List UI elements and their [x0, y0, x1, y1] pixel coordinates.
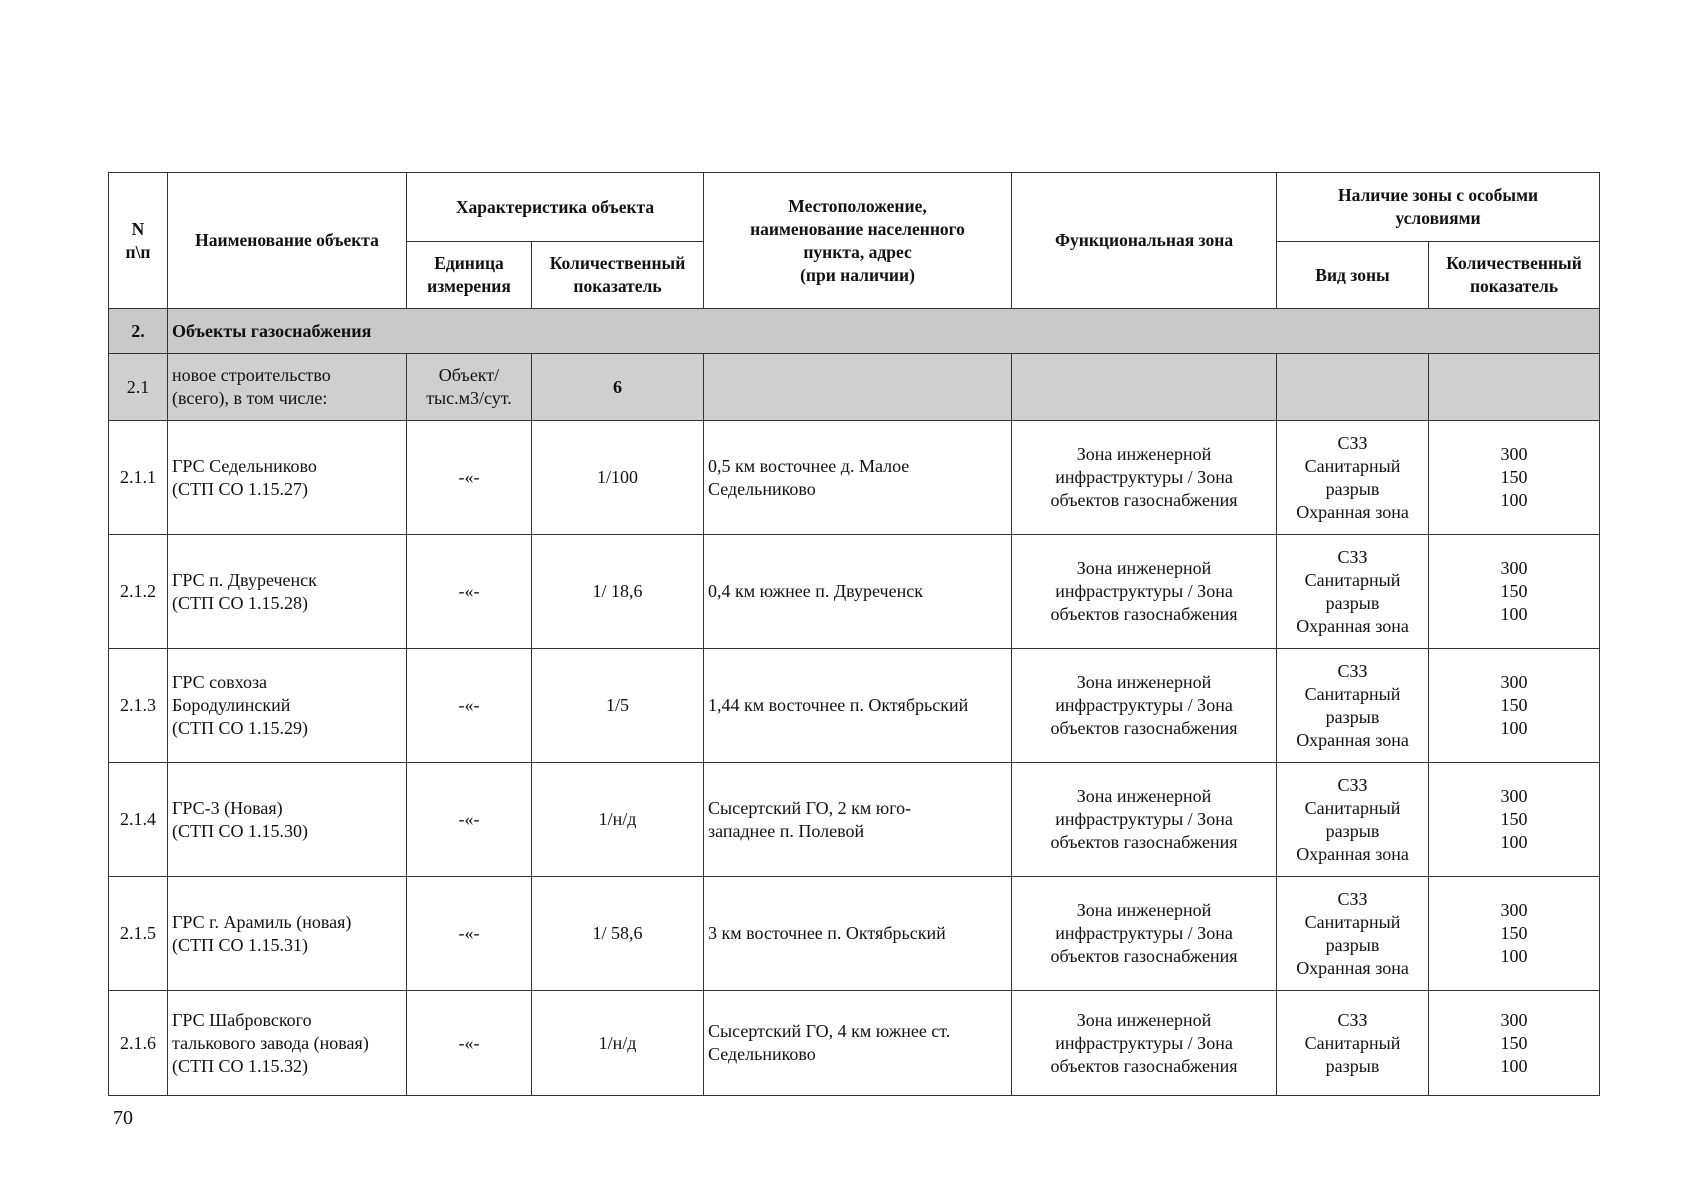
row-num: 2.1.2: [109, 535, 168, 649]
header-zone-quantity: Количественный показатель: [1429, 242, 1600, 309]
row-location: 0,4 км южнее п. Двуреченск: [704, 535, 1012, 649]
row-zone-type: СЗЗ Санитарный разрыв Охранная зона: [1277, 421, 1429, 535]
header-num: N п\п: [109, 173, 168, 309]
section-row: [109, 309, 1600, 354]
row-zone-type: СЗЗ Санитарный разрыв: [1277, 991, 1429, 1096]
header-name: Наименование объекта: [168, 173, 407, 309]
row-zone-type: СЗЗ Санитарный разрыв Охранная зона: [1277, 763, 1429, 877]
row-name: ГРС Седельниково (СТП СО 1.15.27): [168, 421, 407, 535]
header-unit: Единица измерения: [407, 242, 532, 309]
row-num: 2.1.5: [109, 877, 168, 991]
table-row: [109, 649, 1600, 763]
total-zone-values: [1429, 354, 1600, 421]
row-zone-values: 300 150 100: [1429, 421, 1600, 535]
row-zone-values: 300 150 100: [1429, 763, 1600, 877]
row-unit: -«-: [407, 649, 532, 763]
gas-supply-objects-table: [108, 172, 1600, 1096]
row-functional-zone: Зона инженерной инфраструктуры / Зона объектов газоснабжения: [1012, 535, 1277, 649]
table-row: [109, 991, 1600, 1096]
row-zone-type: СЗЗ Санитарный разрыв Охранная зона: [1277, 877, 1429, 991]
row-zone-values: 300 150 100: [1429, 649, 1600, 763]
row-unit: -«-: [407, 763, 532, 877]
row-unit: -«-: [407, 877, 532, 991]
header-characteristics: Характеристика объекта: [407, 173, 704, 242]
header-quantity: Количественный показатель: [532, 242, 704, 309]
row-location: Сысертский ГО, 4 км южнее ст. Седельниково: [704, 991, 1012, 1096]
total-name: новое строительство (всего), в том числе:: [168, 354, 407, 421]
row-location: Сысертский ГО, 2 км юго- западнее п. Полевой: [704, 763, 1012, 877]
row-num: 2.1.4: [109, 763, 168, 877]
header-row-top: [109, 173, 1600, 242]
total-unit: Объект/ тыс.м3/сут.: [407, 354, 532, 421]
row-quantity: 1/ 58,6: [532, 877, 704, 991]
row-unit: -«-: [407, 535, 532, 649]
section-num: 2.: [109, 309, 168, 354]
section-title: Объекты газоснабжения: [168, 309, 1600, 354]
row-functional-zone: Зона инженерной инфраструктуры / Зона объектов газоснабжения: [1012, 991, 1277, 1096]
row-name: ГРС г. Арамиль (новая) (СТП СО 1.15.31): [168, 877, 407, 991]
row-unit: -«-: [407, 421, 532, 535]
row-name: ГРС Шабровского талькового завода (новая) (СТП СО 1.15.32): [168, 991, 407, 1096]
row-num: 2.1.3: [109, 649, 168, 763]
total-num: 2.1: [109, 354, 168, 421]
row-location: 1,44 км восточнее п. Октябрьский: [704, 649, 1012, 763]
row-zone-type: СЗЗ Санитарный разрыв Охранная зона: [1277, 649, 1429, 763]
table-row: [109, 535, 1600, 649]
row-functional-zone: Зона инженерной инфраструктуры / Зона объектов газоснабжения: [1012, 421, 1277, 535]
table-row: [109, 421, 1600, 535]
row-quantity: 1/н/д: [532, 763, 704, 877]
row-functional-zone: Зона инженерной инфраструктуры / Зона объектов газоснабжения: [1012, 763, 1277, 877]
row-functional-zone: Зона инженерной инфраструктуры / Зона объектов газоснабжения: [1012, 649, 1277, 763]
row-zone-values: 300 150 100: [1429, 535, 1600, 649]
row-num: 2.1.1: [109, 421, 168, 535]
header-special-zone: Наличие зоны с особыми условиями: [1277, 173, 1600, 242]
row-quantity: 1/н/д: [532, 991, 704, 1096]
total-quantity: 6: [532, 354, 704, 421]
header-zone-type: Вид зоны: [1277, 242, 1429, 309]
table-row: [109, 763, 1600, 877]
header-location: Местоположение, наименование населенного пункта, адрес (при наличии): [704, 173, 1012, 309]
row-zone-values: 300 150 100: [1429, 991, 1600, 1096]
row-name: ГРС совхоза Бородулинский (СТП СО 1.15.29): [168, 649, 407, 763]
row-num: 2.1.6: [109, 991, 168, 1096]
header-functional-zone: Функциональная зона: [1012, 173, 1277, 309]
row-name: ГРС п. Двуреченск (СТП СО 1.15.28): [168, 535, 407, 649]
row-functional-zone: Зона инженерной инфраструктуры / Зона объектов газоснабжения: [1012, 877, 1277, 991]
row-location: 3 км восточнее п. Октябрьский: [704, 877, 1012, 991]
row-location: 0,5 км восточнее д. Малое Седельниково: [704, 421, 1012, 535]
total-row: [109, 354, 1600, 421]
table-row: [109, 877, 1600, 991]
row-name: ГРС-3 (Новая) (СТП СО 1.15.30): [168, 763, 407, 877]
row-quantity: 1/5: [532, 649, 704, 763]
total-zone: [1012, 354, 1277, 421]
row-quantity: 1/ 18,6: [532, 535, 704, 649]
row-zone-type: СЗЗ Санитарный разрыв Охранная зона: [1277, 535, 1429, 649]
row-quantity: 1/100: [532, 421, 704, 535]
total-location: [704, 354, 1012, 421]
row-unit: -«-: [407, 991, 532, 1096]
page-number: 70: [113, 1107, 133, 1129]
total-zone-type: [1277, 354, 1429, 421]
row-zone-values: 300 150 100: [1429, 877, 1600, 991]
